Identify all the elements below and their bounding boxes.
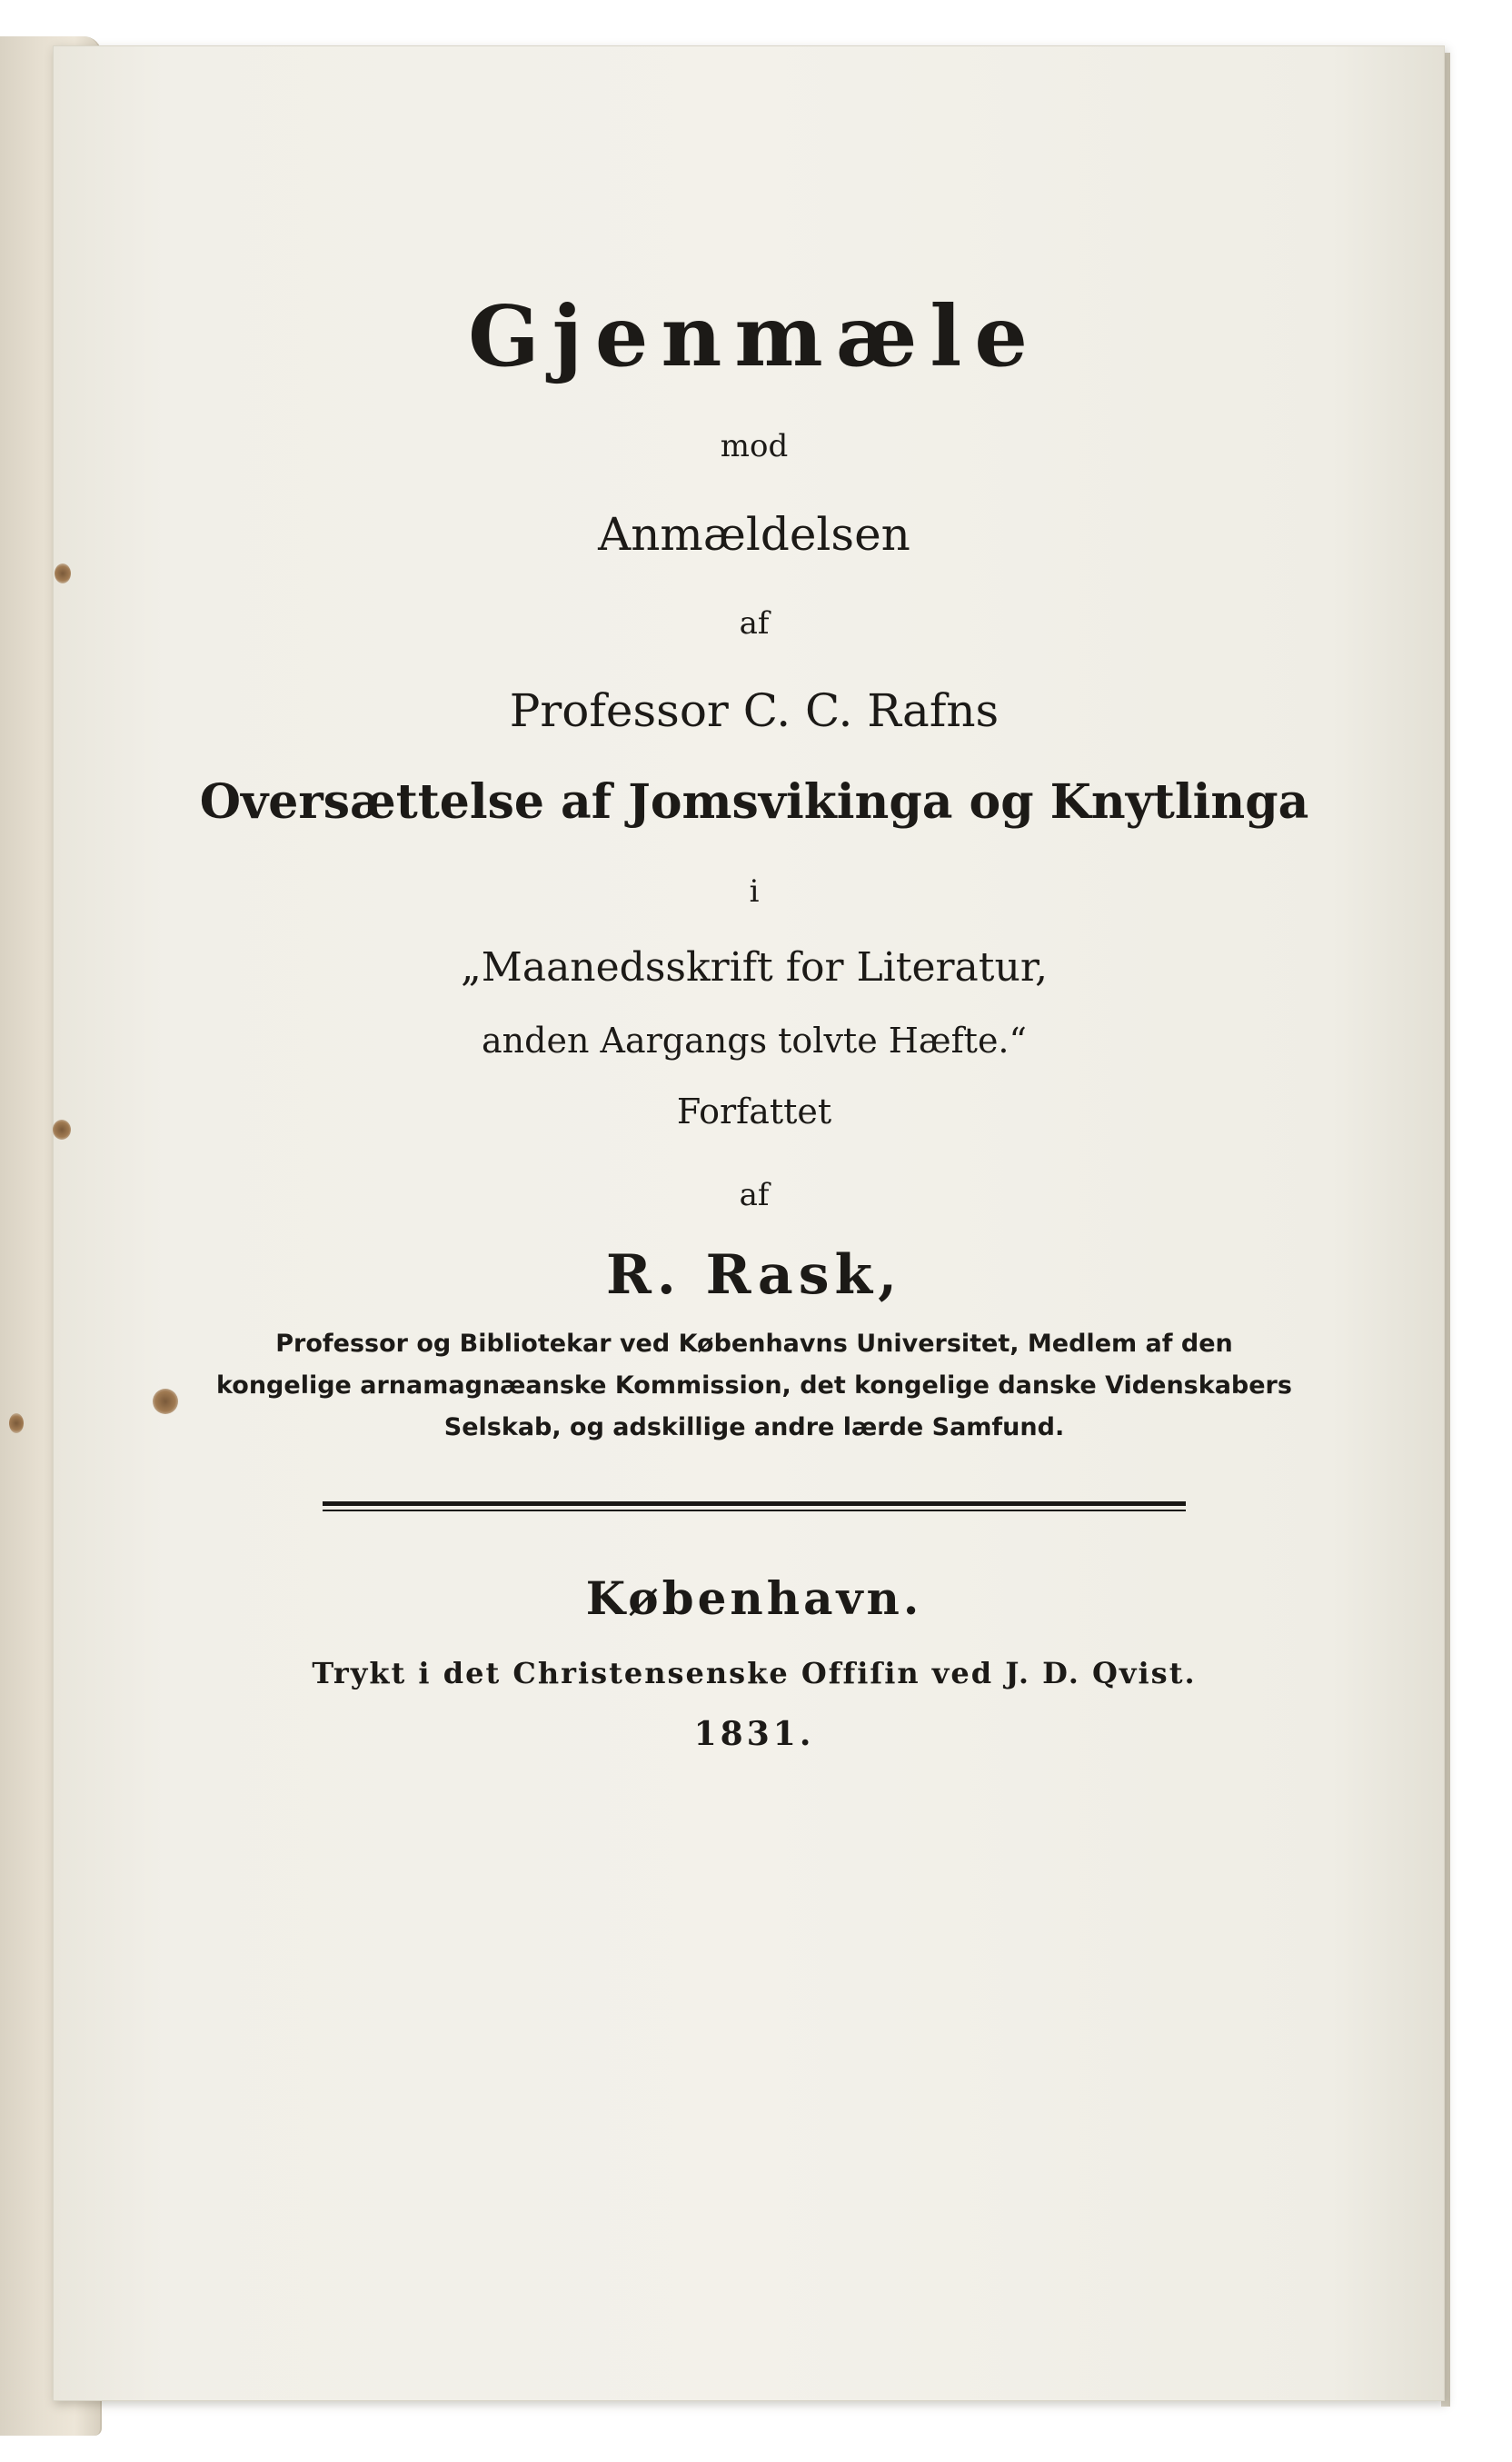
issue-line: anden Aargangs tolvte Hæfte.“ [482, 1020, 1027, 1061]
book-title: Gjenmæle [468, 287, 1040, 385]
journal-line: „Maanedsskrift for Literatur, [460, 943, 1048, 991]
foxing-spot [53, 1120, 71, 1140]
imprint-city: København. [585, 1570, 923, 1625]
credentials-line: kongelige arnamagnæanske Kommission, det kongelige danske Videnskabers [216, 1371, 1292, 1400]
author-name: R. Rask, [606, 1242, 902, 1307]
rule-thin [323, 1510, 1186, 1511]
translation-line: Oversættelse af Jomsvikinga og Knytlinga [199, 773, 1309, 830]
preposition-af: af [739, 604, 770, 642]
review-word: Anmældelsen [598, 507, 910, 561]
imprint-printer: Trykt i det Christensenske Offiſin ved J. D. Qvist. [312, 1655, 1197, 1690]
credentials-line: Professor og Bibliotekar ved Københavns Universitet, Medlem af den [275, 1329, 1233, 1358]
credentials-line: Selskab, og adskillige andre lærde Samfund. [443, 1412, 1065, 1441]
preposition-i: i [749, 873, 760, 911]
title-page-text [182, 273, 1327, 1753]
foxing-spot [9, 1413, 24, 1433]
foxing-spot [55, 563, 71, 583]
author-credentials [182, 1323, 1327, 1449]
preposition-af-2: af [739, 1176, 770, 1213]
preposition-mod: mod [720, 428, 789, 465]
foxing-spot [153, 1389, 178, 1414]
double-rule [323, 1501, 1186, 1511]
professor-line: Professor C. C. Rafns [509, 683, 1000, 737]
rule-thick [323, 1501, 1186, 1506]
imprint-year: 1831. [693, 1715, 815, 1754]
forfattet-line: Forfattet [676, 1091, 832, 1131]
